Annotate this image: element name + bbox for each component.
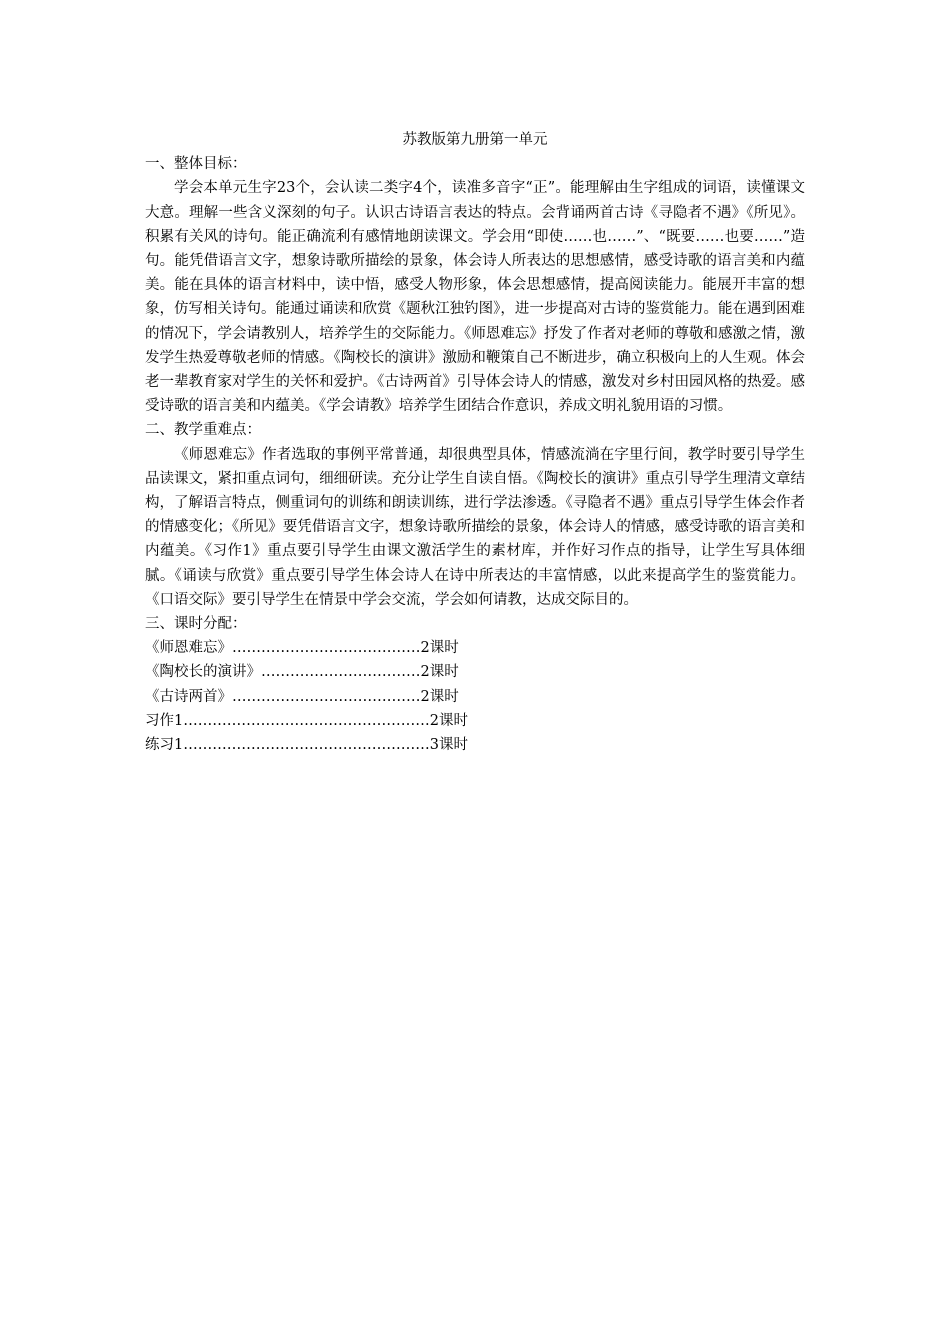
lesson-allocation-list — [145, 636, 805, 757]
section-heading-key-difficulties: 二、教学重难点： — [145, 422, 261, 439]
section-heading-overall-goals: 一、整体目标： — [145, 156, 247, 173]
lesson-allocation-item: 《师恩难忘》…………………………………2课时 — [145, 640, 459, 657]
section-body-key-difficulties: 《师恩难忘》作者选取的事例平常普通，却很典型具体，情感流淌在字里行间，教学时要引导学生品读课文，紧扣重点词句，细细研读。充分让学生自读自悟。《陶校长的演讲》重点引导学生理清文章结构，了解语言特点，侧重词句的训练和朗读训练，进行学法渗透。《寻隐者不遇》重点引导学生体会作者的情感变化；《所见》要凭借语言文字，想象诗歌所描绘的景象，体会诗人的情感，感受诗歌的语言美和内蕴美。《习作1》重点要引导学生由课文激活学生的素材库，并作好习作点的指导，让学生写具体细腻。《诵读与欣赏》重点要引导学生体会诗人在诗中所表达的丰富情感，以此来提高学生的鉴赏能力。《口语交际》要引导学生在情景中学会交流，学会如何请教，达成交际目的。 — [145, 446, 805, 608]
document-title: 苏教版第九册第一单元 — [402, 132, 548, 148]
lesson-allocation-item: 习作1……………………………………………2课时 — [145, 712, 468, 729]
section-body-overall-goals: 学会本单元生字23个，会认读二类字4个，读准多音字“正”。能理解由生字组成的词语，读懂课文大意。理解一些含义深刻的句子。认识古诗语言表达的特点。会背诵两首古诗《寻隐者不遇》《所见》。积累有关风的诗句。能正确流利有感情地朗读课文。学会用“即使……也……”、“既要……也要……”造句。能凭借语言文字，想象诗歌所描绘的景象，体会诗人所表达的思想感情，感受诗歌的语言美和内蕴美。能在具体的语言材料中，读中悟，感受人物形象，体会思想感情，提高阅读能力。能展开丰富的想象，仿写相关诗句。能通过诵读和欣赏《题秋江独钓图》，进一步提高对古诗的鉴赏能力。能在遇到困难的情况下，学会请教别人，培养学生的交际能力。《师恩难忘》抒发了作者对老师的尊敬和感激之情，激发学生热爱尊敬老师的情感。《陶校长的演讲》激励和鞭策自己不断进步，确立积极向上的人生观。体会老一辈教育家对学生的关怀和爱护。《古诗两首》引导体会诗人的情感，激发对乡村田园风格的热爱。感受诗歌的语言美和内蕴美。《学会请教》培养学生团结合作意识，养成文明礼貌用语的习惯。 — [145, 180, 805, 415]
lesson-allocation-item: 练习1……………………………………………3课时 — [145, 737, 468, 754]
lesson-allocation-item: 《古诗两首》…………………………………2课时 — [145, 688, 459, 705]
lesson-allocation-item: 《陶校长的演讲》……………………………2课时 — [145, 664, 459, 681]
section-heading-lesson-allocation: 三、课时分配： — [145, 616, 247, 633]
document-content — [145, 128, 805, 757]
